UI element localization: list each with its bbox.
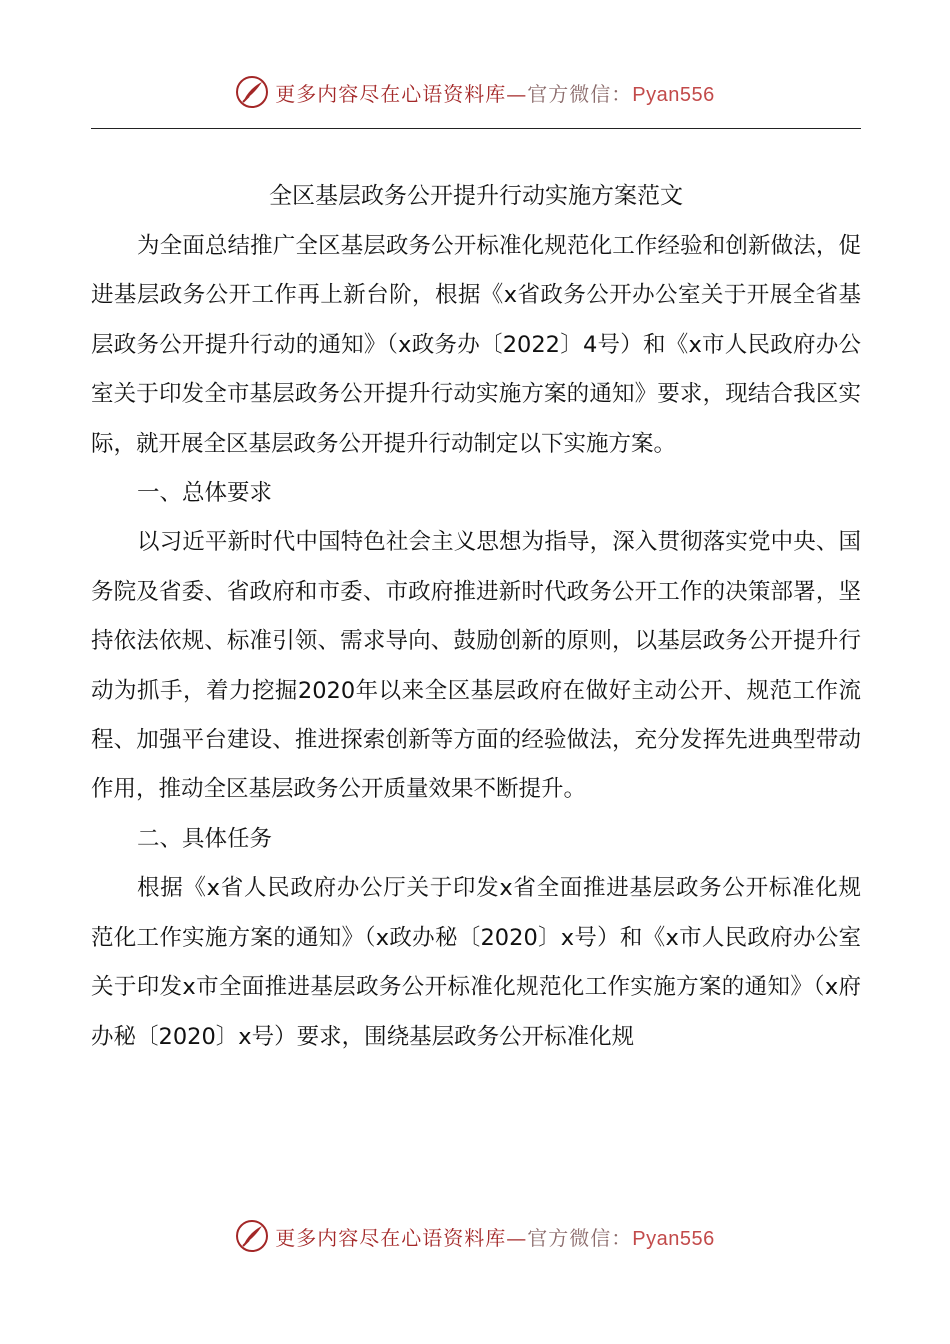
- footer-wechat-id: Pyan556: [632, 1227, 715, 1250]
- footer-separator: —: [506, 1225, 528, 1250]
- header-banner: [0, 70, 950, 114]
- quill-logo-icon: [235, 75, 269, 109]
- intro-paragraph: 为全面总结推广全区基层政务公开标准化规范化工作经验和创新做法，促进基层政务公开工作再上新台阶，根据《x省政务公开办公室关于开展全省基层政务公开提升行动的通知》（x政务办〔2022〕4号）和《x市人民政府办公室关于印发全市基层政务公开提升行动实施方案的通知》要求，现结合我区实际，就开展全区基层政务公开提升行动制定以下实施方案。: [91, 233, 861, 457]
- quill-logo-icon: [235, 1219, 269, 1253]
- footer-wechat-label: 官方微信：: [527, 1225, 633, 1250]
- document-body: [91, 172, 861, 1062]
- header-divider: [91, 128, 861, 129]
- header-brand: 更多内容尽在心语资料库: [275, 81, 507, 106]
- document-title: 全区基层政务公开提升行动实施方案范文: [269, 183, 683, 209]
- section-heading-2: 二、具体任务: [137, 825, 273, 852]
- section-body-2: 根据《x省人民政府办公厅关于印发x省全面推进基层政务公开标准化规范化工作实施方案的通知》（x政办秘〔2020〕x号）和《x市人民政府办公室关于印发x市全面推进基层政务公开标准化规范化工作实施方案的通知》（x府办秘〔2020〕x号）要求，围绕基层政务公开标准化规: [91, 875, 861, 1050]
- footer-brand: 更多内容尽在心语资料库: [275, 1225, 507, 1250]
- header-text: [275, 78, 714, 107]
- header-separator: —: [506, 81, 528, 106]
- section-heading-1: 一、总体要求: [137, 480, 273, 507]
- section-body-1: 以习近平新时代中国特色社会主义思想为指导，深入贯彻落实党中央、国务院及省委、省政府和市委、市政府推进新时代政务公开工作的决策部署，坚持依法依规、标准引领、需求导向、鼓励创新的原则，以基层政务公开提升行动为抓手，着力挖掘2020年以来全区基层政府在做好主动公开、规范工作流程、加强平台建设、推进探索创新等方面的经验做法，充分发挥先进典型带动作用，推动全区基层政务公开质量效果不断提升。: [91, 529, 861, 803]
- footer-banner: [0, 1214, 950, 1258]
- footer-text: [275, 1222, 714, 1251]
- header-wechat-id: Pyan556: [632, 83, 715, 106]
- header-wechat-label: 官方微信：: [527, 81, 633, 106]
